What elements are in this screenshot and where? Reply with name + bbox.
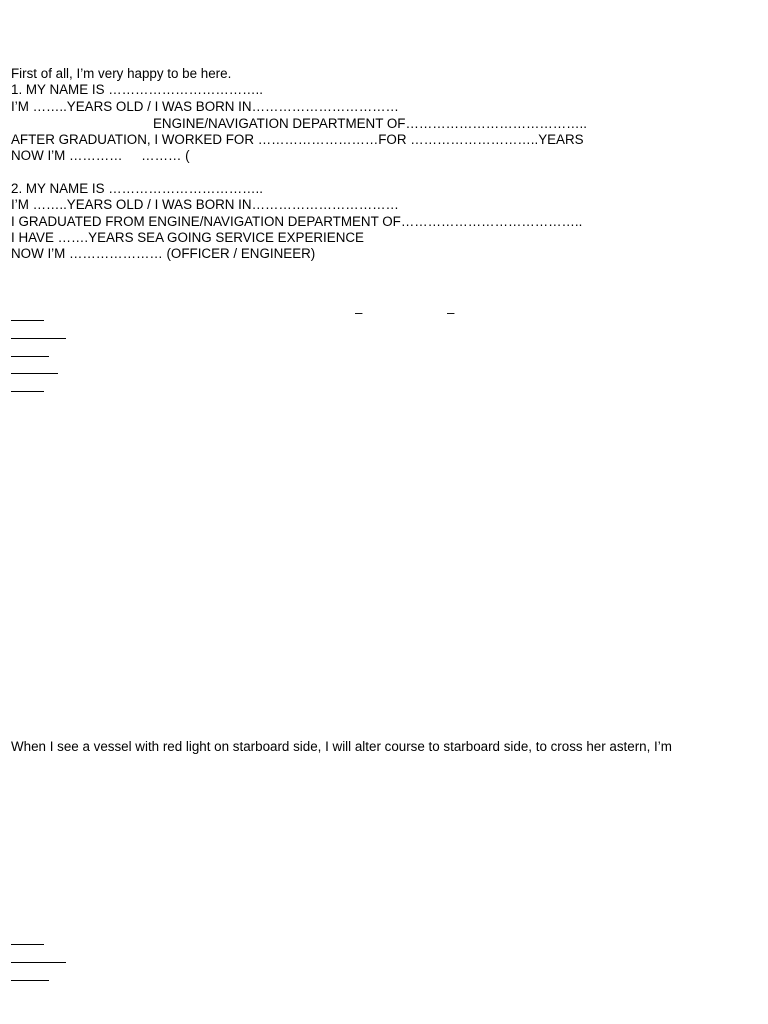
blank-underline	[11, 338, 66, 339]
template-1-age-line: I’M ……..YEARS OLD / I WAS BORN IN……………………………	[11, 99, 399, 114]
template-1-department-line: ENGINE/NAVIGATION DEPARTMENT OF…………………………………..	[153, 116, 587, 131]
blank-underline	[11, 391, 44, 392]
blank-underline	[11, 373, 58, 374]
blank-underline	[11, 944, 44, 945]
blank-underline	[11, 320, 44, 321]
dash-mark-1: –	[355, 305, 363, 320]
collision-paragraph: When I see a vessel with red light on starboard side, I will alter course to starboard side, to cross her astern, I’m	[11, 739, 672, 754]
template-2-age-line: I’M ……..YEARS OLD / I WAS BORN IN……………………………	[11, 197, 399, 212]
template-1-name-line: 1. MY NAME IS ……………………………..	[11, 82, 263, 97]
blank-underline	[11, 962, 66, 963]
template-2-experience-line: I HAVE …….YEARS SEA GOING SERVICE EXPERIENCE	[11, 230, 364, 245]
intro-greeting: First of all, I’m very happy to be here.	[11, 66, 232, 81]
template-1-now-line: NOW I’M ………… ……… (	[11, 148, 190, 163]
blank-underline	[11, 356, 49, 357]
dash-mark-2: –	[447, 305, 455, 320]
template-1-work-line: AFTER GRADUATION, I WORKED FOR ………………………FOR ………………………..YEARS	[11, 132, 584, 147]
template-2-now-line: NOW I’M ………………… (OFFICER / ENGINEER)	[11, 246, 316, 261]
template-2-graduated-line: I GRADUATED FROM ENGINE/NAVIGATION DEPARTMENT OF…………………………………..	[11, 214, 583, 229]
blank-underline	[11, 980, 49, 981]
template-2-name-line: 2. MY NAME IS ……………………………..	[11, 181, 263, 196]
